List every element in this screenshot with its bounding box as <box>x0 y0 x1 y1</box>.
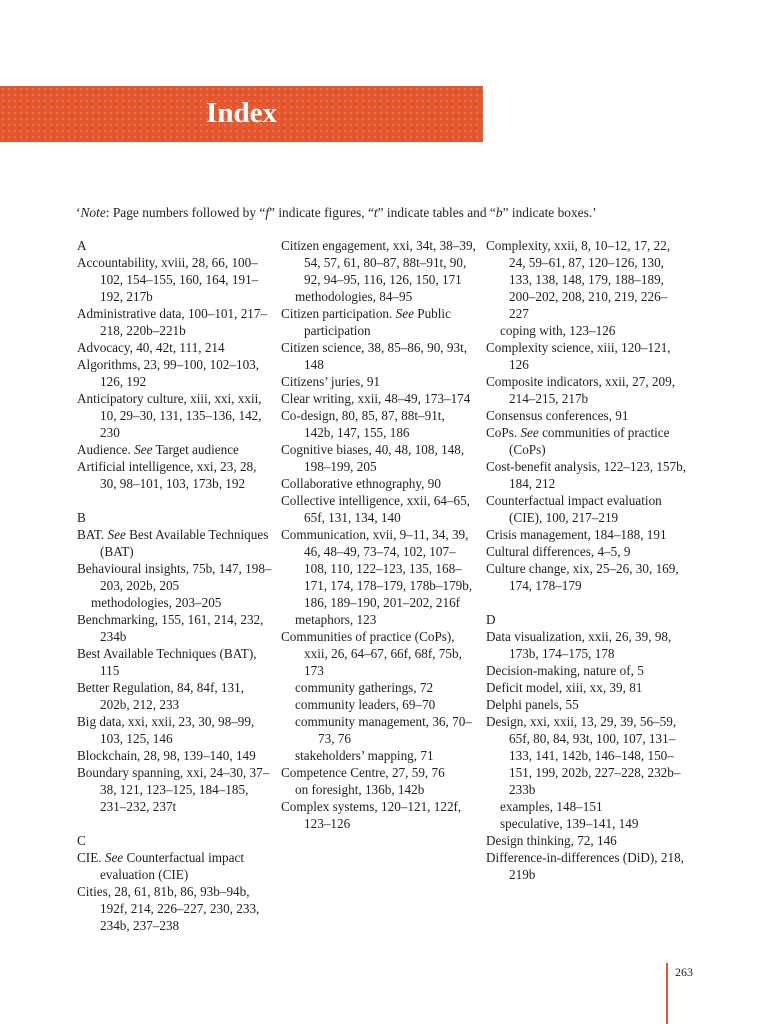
index-entry: Data visualization, xxii, 26, 39, 98, 173b, 174–175, 178 <box>486 629 672 661</box>
index-subentry: examples, 148–151 <box>500 799 603 814</box>
page-number: 263 <box>675 965 693 979</box>
see-reference: See <box>520 425 539 440</box>
index-entry: Best Available Techniques (BAT), 115 <box>77 646 257 678</box>
index-entry: CIE. See Counterfactual impact evaluation (CIE) <box>77 850 244 882</box>
index-section <box>77 832 272 934</box>
index-entry: Composite indicators, xxii, 27, 209, 214–215, 217b <box>486 374 676 406</box>
index-entry: Collective intelligence, xxii, 64–65, 65f, 131, 134, 140 <box>281 493 470 525</box>
index-entry: Clear writing, xxii, 48–49, 173–174 <box>281 391 471 406</box>
index-entry: Crisis management, 184–188, 191 <box>486 527 667 542</box>
index-section <box>486 611 686 883</box>
index-subentry: coping with, 123–126 <box>500 323 616 338</box>
index-entry: Anticipatory culture, xiii, xxi, xxii, 10, 29–30, 131, 135–136, 142, 230 <box>77 391 262 440</box>
index-entry: Co-design, 80, 85, 87, 88t–91t, 142b, 147, 155, 186 <box>281 408 445 440</box>
note-part: t <box>373 205 378 220</box>
index-entry: Design thinking, 72, 146 <box>486 833 617 848</box>
index-entry: Citizen science, 38, 85–86, 90, 93t, 148 <box>281 340 468 372</box>
note-part: : Page numbers followed by “ <box>105 205 266 220</box>
index-subentry: metaphors, 123 <box>295 612 377 627</box>
index-entry: Design, xxi, xxii, 13, 29, 39, 56–59, 65f, 80, 84, 93t, 100, 107, 131–133, 141, 142b, 146–148, 150–151, 199, 202b, 227–228, 232b–233b <box>486 714 681 797</box>
note-part: ” indicate figures, “ <box>269 205 374 220</box>
index-entry: Citizens’ juries, 91 <box>281 374 381 389</box>
page-number-rule <box>666 963 668 1024</box>
index-entry: Benchmarking, 155, 161, 214, 232, 234b <box>77 612 264 644</box>
section-letter: B <box>77 510 86 525</box>
index-entry: Cities, 28, 61, 81b, 86, 93b–94b, 192f, 214, 226–227, 230, 233, 234b, 237–238 <box>77 884 260 933</box>
index-entry: Competence Centre, 27, 59, 76 <box>281 765 445 780</box>
index-subentry: methodologies, 203–205 <box>91 595 222 610</box>
index-subentry: stakeholders’ mapping, 71 <box>295 748 434 763</box>
index-column-2 <box>281 237 476 832</box>
index-entry: Cost-benefit analysis, 122–123, 157b, 184, 212 <box>486 459 686 491</box>
index-entry: Citizen engagement, xxi, 34t, 38–39, 54, 57, 61, 80–87, 88t–91t, 90, 92, 94–95, 116, 126, 150, 171 <box>281 238 476 287</box>
index-entry: Complex systems, 120–121, 122f, 123–126 <box>281 799 462 831</box>
index-section <box>77 237 272 492</box>
index-section <box>486 237 686 594</box>
index-subentry: methodologies, 84–95 <box>295 289 413 304</box>
see-reference: See <box>134 442 153 457</box>
index-entry: Complexity, xxii, 8, 10–12, 17, 22, 24, 59–61, 87, 120–126, 130, 133, 138, 148, 179, 188–189, 200–202, 208, 210, 219, 226–227 <box>486 238 671 321</box>
index-entry: Accountability, xviii, 28, 66, 100–102, 154–155, 160, 164, 191–192, 217b <box>77 255 259 304</box>
index-entry: Boundary spanning, xxi, 24–30, 37–38, 121, 123–125, 184–185, 231–232, 237t <box>77 765 270 814</box>
section-letter: A <box>77 238 87 253</box>
index-entry: CoPs. See communities of practice (CoPs) <box>486 425 670 457</box>
section-letter: D <box>486 612 496 627</box>
index-entry: Big data, xxi, xxii, 23, 30, 98–99, 103, 125, 146 <box>77 714 255 746</box>
index-section <box>77 509 272 815</box>
index-entry: Consensus conferences, 91 <box>486 408 629 423</box>
index-entry: Artificial intelligence, xxi, 23, 28, 30, 98–101, 103, 173b, 192 <box>77 459 257 491</box>
index-entry: Collaborative ethnography, 90 <box>281 476 441 491</box>
note-part: ” indicate boxes.’ <box>502 205 597 220</box>
index-entry: Algorithms, 23, 99–100, 102–103, 126, 192 <box>77 357 260 389</box>
index-subentry: community leaders, 69–70 <box>295 697 436 712</box>
index-subentry: on foresight, 136b, 142b <box>295 782 425 797</box>
note-part: ” indicate tables and “ <box>377 205 496 220</box>
index-entry: Delphi panels, 55 <box>486 697 579 712</box>
index-entry: Deficit model, xiii, xx, 39, 81 <box>486 680 643 695</box>
note-part: ‘ <box>76 205 81 220</box>
index-entry: Difference-in-differences (DiD), 218, 219b <box>486 850 684 882</box>
page-title: Index <box>206 97 277 129</box>
index-entry: Cognitive biases, 40, 48, 108, 148, 198–199, 205 <box>281 442 465 474</box>
index-subentry: community gatherings, 72 <box>295 680 434 695</box>
note-part: b <box>495 205 503 220</box>
index-entry: Advocacy, 40, 42t, 111, 214 <box>77 340 225 355</box>
index-subentry: speculative, 139–141, 149 <box>500 816 639 831</box>
see-reference: See <box>395 306 414 321</box>
index-column-1 <box>77 237 272 934</box>
index-entry: BAT. See Best Available Techniques (BAT) <box>77 527 269 559</box>
index-entry: Culture change, xix, 25–26, 30, 169, 174, 178–179 <box>486 561 679 593</box>
index-entry: Cultural differences, 4–5, 9 <box>486 544 631 559</box>
index-entry: Audience. See Target audience <box>77 442 239 457</box>
note-part: Note <box>80 205 106 220</box>
note-part: f <box>265 205 270 220</box>
index-entry: Citizen participation. See Public participation <box>281 306 451 338</box>
index-entry: Counterfactual impact evaluation (CIE), 100, 217–219 <box>486 493 662 525</box>
index-entry: Administrative data, 100–101, 217–218, 220b–221b <box>77 306 268 338</box>
index-column-3 <box>486 237 686 883</box>
section-letter: C <box>77 833 86 848</box>
index-note <box>76 204 716 221</box>
index-entry: Communities of practice (CoPs), xxii, 26, 64–67, 66f, 68f, 75b, 173 <box>281 629 462 678</box>
index-entry: Decision-making, nature of, 5 <box>486 663 644 678</box>
index-entry: Blockchain, 28, 98, 139–140, 149 <box>77 748 256 763</box>
index-subentry: community management, 36, 70–73, 76 <box>295 714 472 746</box>
see-reference: See <box>104 850 124 865</box>
index-title-banner <box>0 86 483 142</box>
see-reference: See <box>107 527 126 542</box>
index-entry: Behavioural insights, 75b, 147, 198–203, 202b, 205 <box>77 561 272 593</box>
index-entry: Complexity science, xiii, 120–121, 126 <box>486 340 671 372</box>
index-section <box>281 237 476 832</box>
index-entry: Better Regulation, 84, 84f, 131, 202b, 212, 233 <box>77 680 245 712</box>
index-entry: Communication, xvii, 9–11, 34, 39, 46, 48–49, 73–74, 102, 107–108, 110, 122–123, 135, 168–171, 174, 178–179, 178b–179b, 186, 189–190, 201–202, 216f <box>281 527 473 610</box>
